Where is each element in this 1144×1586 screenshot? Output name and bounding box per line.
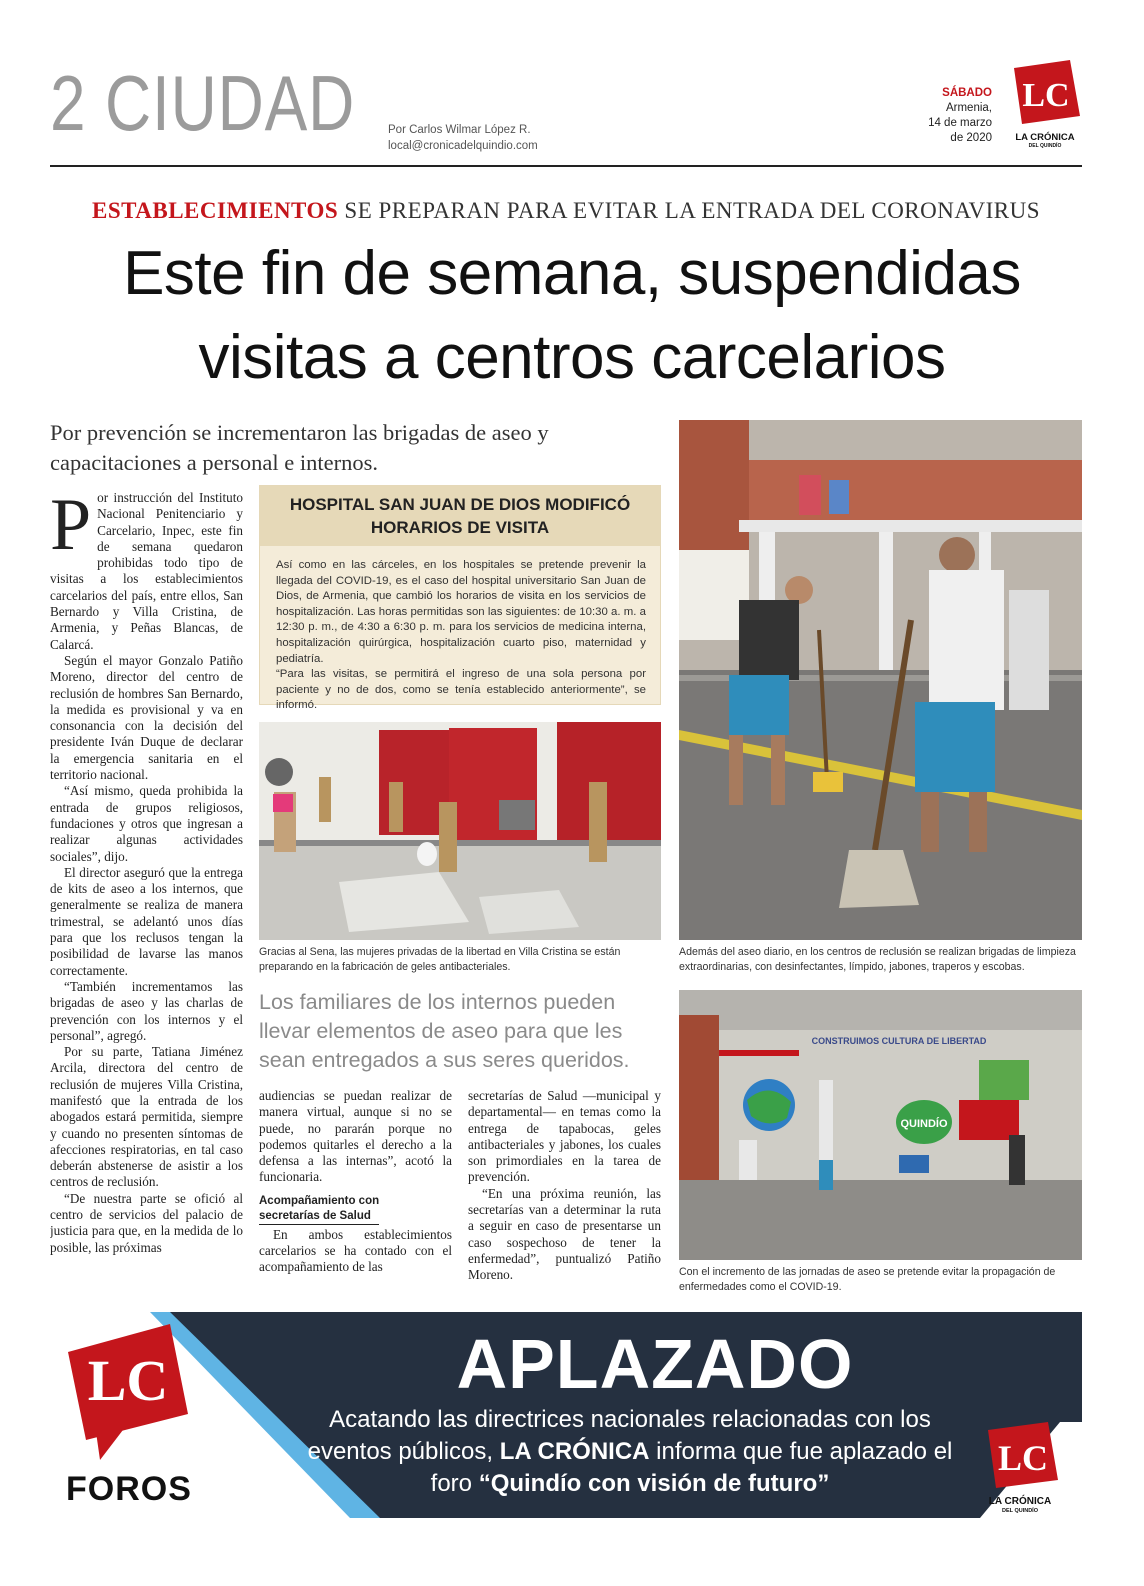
- banner-newspaper-logo: [982, 1420, 1066, 1516]
- paragraph: Por su parte, Tatiana Jiménez Arcila, directora del centro de reclusión de mujeres Villa Cristina, manifestó que la entrada de los abogados estará permitida, siempre y cuando no presenten síntomas de afecciones respiratorias, en tal caso deberán abstenerse de asistir a los centros de reclusión.: [50, 1044, 243, 1190]
- svg-text:LC: LC: [997, 1438, 1049, 1478]
- banner-event-name: “Quindío con visión de futuro”: [478, 1470, 830, 1497]
- banner-text-part-1: Acatando las directrices nacionales relacionadas con los eventos públicos,: [307, 1406, 931, 1465]
- photo-mural: [679, 990, 1082, 1260]
- mural-sign: QUINDÍO: [900, 1118, 948, 1130]
- sidebar-title: [260, 486, 660, 546]
- photo-villa-cristina: [259, 722, 661, 940]
- author: Por Carlos Wilmar López R.: [388, 124, 531, 136]
- photo-san-bernardo: [679, 420, 1082, 940]
- section-title: [50, 58, 355, 148]
- page-number: 2: [50, 59, 87, 147]
- kicker: [50, 198, 1082, 224]
- paragraph: En ambos establecimientos carcelarios se ha contado con el acompañamiento de las: [259, 1226, 452, 1275]
- photo-image: [679, 990, 1082, 1260]
- paragraph: or instrucción del Instituto Nacional Penitenciario y Carcelario, Inpec, este fin de semana quedaron prohibidas todo tipo de visitas a los establecimientos carcelarios del país, entre ellos, San Bernardo y Villa Cristina, de Armenia, y Peñas Blancas, de Calarcá.: [50, 490, 243, 652]
- photo-caption-3: Con el incremento de las jornadas de aseo se pretende evitar la propagación de enfermedades como el COVID-19.: [679, 1266, 1056, 1293]
- subhead-line-1: Acompañamiento con: [259, 1194, 380, 1207]
- pull-quote: Los familiares de los internos pueden llevar elementos de aseo para que les sean entregados a sus seres queridos.: [259, 990, 630, 1072]
- mural-text: CONSTRUIMOS CULTURA DE LIBERTAD: [811, 1036, 987, 1046]
- date-block: [880, 86, 992, 146]
- weekday: SÁBADO: [942, 87, 992, 99]
- svg-text:LA CRÓNICA: LA CRÓNICA: [988, 1496, 1052, 1507]
- header-rule: [50, 165, 1082, 167]
- paragraph: El director aseguró que la entrega de kits de aseo a los internos, que generalmente se realiza de manera trimestral, se adelantó unos días para que los reclusos tengan la posibilidad de lavarse las manos correctamente.: [50, 864, 243, 978]
- headline: [40, 232, 1104, 400]
- photo-image: [259, 722, 661, 940]
- newspaper-logo[interactable]: [1008, 58, 1082, 148]
- author-email[interactable]: local@cronicadelquindio.com: [388, 140, 538, 152]
- sidebar-quote: “Para las visitas, se permitirá el ingreso de una sola persona por paciente y no de dos, como se tenía establecido anteriormente”, se informó.: [276, 668, 646, 712]
- photo-caption-1: Gracias al Sena, las mujeres privadas de la libertad en Villa Cristina se están preparando en la fabricación de geles antibacteriales.: [259, 946, 621, 973]
- paragraph: secretarías de Salud —municipal y departamental— en temas como la entrega de tapabocas, geles antibacteriales y jabones, los cuales son primordiales en la tarea de prevención.: [468, 1088, 661, 1185]
- paragraph: “En una próxima reunión, las secretarías van a determinar la ruta a seguir en caso de presentarse un caso sospechoso de tener la enfermedad”, puntualizó Patiño Moreno.: [468, 1185, 661, 1283]
- paragraph: Según el mayor Gonzalo Patiño Moreno, director del centro de reclusión de hombres San Bernardo, la medida es provisional y va en consonancia con la decisión del presidente Iván Duque de declarar la emergencia sanitaria en el territorio nacional.: [50, 652, 243, 783]
- foros-logo-mark: [66, 1322, 190, 1462]
- banner-brand: LA CRÓNICA: [499, 1438, 650, 1465]
- sidebar-paragraph: Así como en las cárceles, en los hospitales se pretende prevenir la llegada del COVID-19, es el caso del hospital universitario San Juan de Dios, de Armenia, que cambió los horarios de visita en los servicios de hospitalización. Las horas permitidas son las siguientes: de 10:30 a. m. a 12:30 p. m., de 4:30 a 6:30 p. m. para los servicios de medicina interna, hospitalización quirúrgica, hospitalización cuarto piso, maternidad y pediatría.: [276, 559, 646, 665]
- sidebar-title-line-1: HOSPITAL SAN JUAN DE DIOS MODIFICÓ: [289, 495, 631, 514]
- headline-line-2: visitas a centros carcelarios: [198, 323, 946, 392]
- subhead: [259, 1194, 379, 1225]
- deck: Por prevención se incrementaron las brigadas de aseo y capacitaciones a personal e internos.: [50, 420, 549, 475]
- date-line-2: de 2020: [950, 132, 992, 144]
- drop-cap: P: [50, 490, 92, 566]
- city: Armenia,: [945, 102, 992, 114]
- photo-image: [679, 420, 1082, 940]
- svg-text:LA CRÓNICA: LA CRÓNICA: [1015, 132, 1075, 143]
- banner-text-part-2: informa que fue aplazado el foro: [430, 1438, 953, 1497]
- byline: [388, 122, 538, 154]
- paragraph: “Así mismo, queda prohibida la entrada de grupos religiosos, fundaciones y otros que ingresan a realizar algunas actividades sociales”, dijo.: [50, 783, 243, 864]
- subhead-line-2: secretarías de Salud: [259, 1209, 371, 1222]
- paragraph: “De nuestra parte se ofició al centro de servicios del palacio de justicia para que, en la medida de lo posible, las próximas: [50, 1190, 243, 1255]
- section-name: CIUDAD: [104, 59, 356, 147]
- headline-line-1: Este fin de semana, suspendidas: [123, 239, 1021, 308]
- article-column-1: [50, 490, 243, 1298]
- kicker-highlight: ESTABLECIMIENTOS: [91, 198, 339, 223]
- banner-logo-mark: [982, 1420, 1066, 1516]
- article-column-3: [468, 1088, 661, 1298]
- article-column-2: [259, 1088, 452, 1298]
- photo-caption-2: Además del aseo diario, en los centros de reclusión se realizan brigadas de limpieza extraordinarias, con desinfectantes, límpido, jabones, traperos y escobas.: [679, 946, 1076, 973]
- svg-text:LC: LC: [1022, 77, 1070, 114]
- banner-title: APLAZADO: [456, 1325, 854, 1403]
- sidebar-title-line-2: HORARIOS DE VISITA: [370, 518, 550, 537]
- sidebar-box: [259, 485, 661, 712]
- svg-text:DEL QUINDÍO: DEL QUINDÍO: [1002, 1508, 1038, 1514]
- banner-text: [300, 1404, 960, 1500]
- paragraph: “También incrementamos las brigadas de aseo y las charlas de prevención con los internos y el personal”, agregó.: [50, 978, 243, 1043]
- svg-text:DEL QUINDÍO: DEL QUINDÍO: [1028, 143, 1062, 148]
- svg-text:LC: LC: [87, 1348, 169, 1413]
- sidebar-body: [276, 558, 646, 714]
- logo-mark: [1008, 58, 1082, 148]
- foros-label: FOROS: [66, 1470, 192, 1508]
- paragraph: audiencias se puedan realizar de manera virtual, aunque si no se puede, no pararán porque no podemos quitarles el derecho a la defensa a las internas”, acotó la funcionaria.: [259, 1088, 452, 1185]
- foros-logo: [66, 1322, 190, 1462]
- kicker-text: SE PREPARAN PARA EVITAR LA ENTRADA DEL CORONAVIRUS: [338, 198, 1041, 223]
- date-line-1: 14 de marzo: [928, 117, 992, 129]
